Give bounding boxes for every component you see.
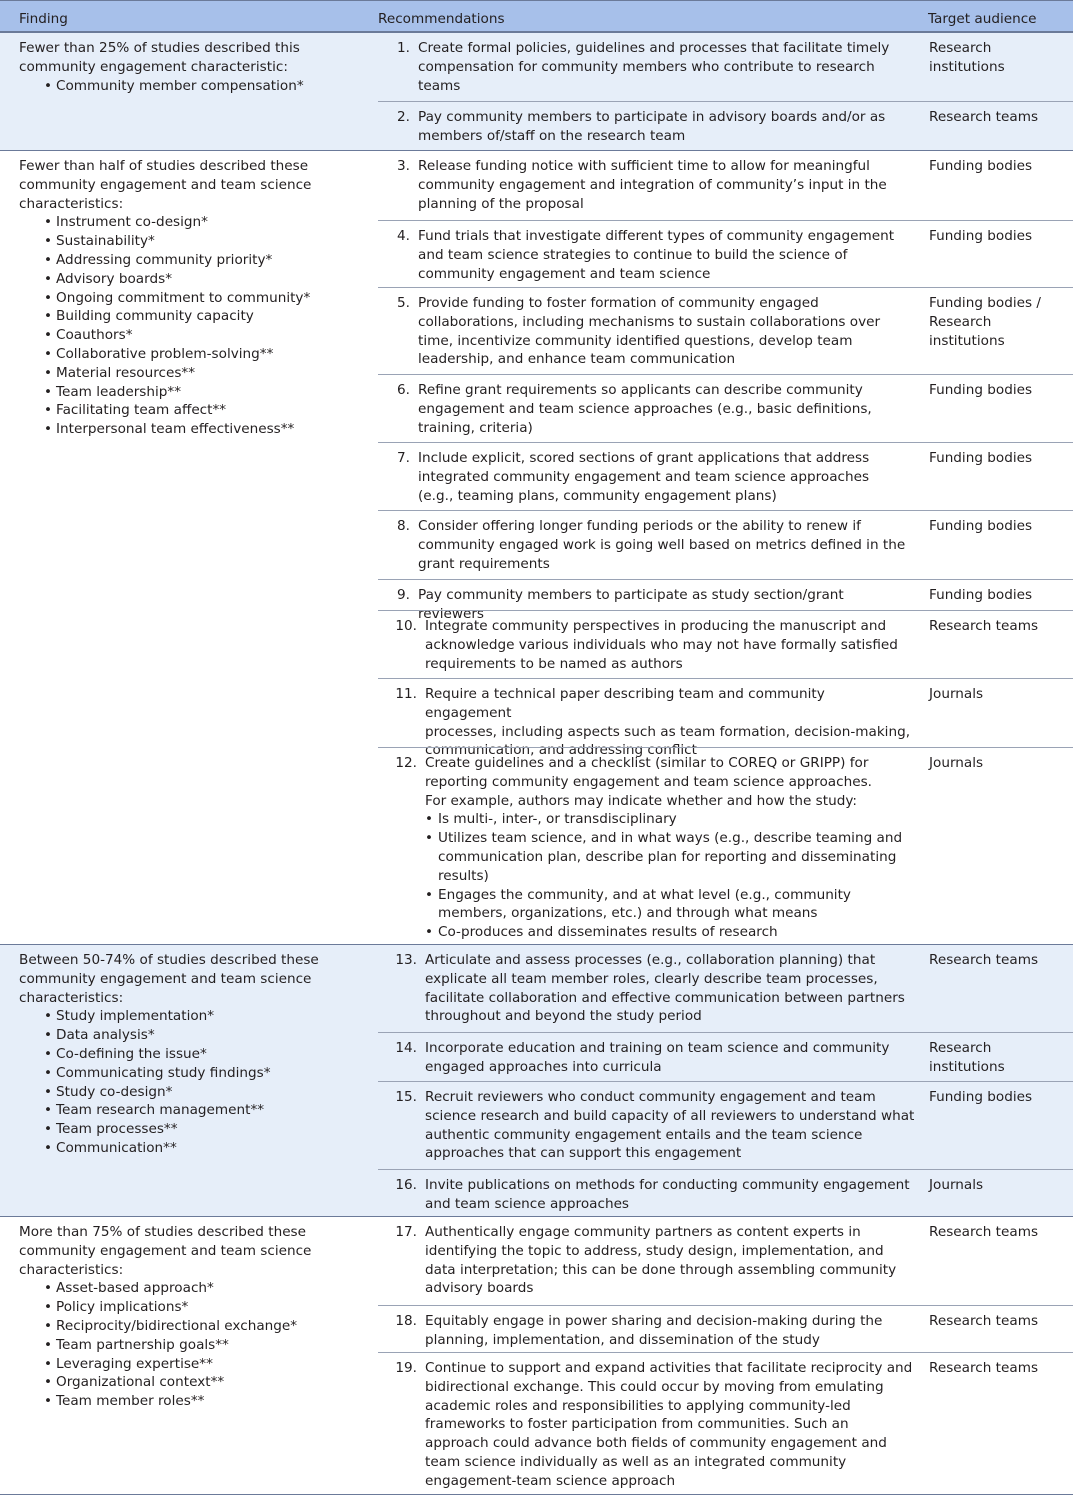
recommendation-text — [418, 517, 908, 573]
characteristic-item: • Team processes** — [19, 1120, 359, 1139]
characteristic-item: • Reciprocity/bidirectional exchange* — [19, 1317, 359, 1336]
recommendation-text — [425, 754, 915, 942]
recommendation-text — [425, 1312, 915, 1350]
target-audience: Research institutions — [929, 1040, 1005, 1075]
characteristic-item: • Ongoing commitment to community* — [19, 289, 359, 308]
recommendation-number: 6. — [397, 382, 410, 398]
finding-intro: More than 75% of studies described these community engagement and team science characteristics: — [19, 1224, 312, 1278]
recommendation-text — [418, 294, 908, 369]
recommendation-number: 1. — [397, 40, 410, 56]
recommendation-body: Authentically engage community partners as content experts in identifying the topic to address, study design, implementation, and data interpretation; this can be done through assembling community advisory boards — [425, 1224, 897, 1297]
characteristic-item: • Team leadership** — [19, 383, 359, 402]
recommendation-row — [378, 1352, 1073, 1495]
recommendation-text — [425, 1359, 915, 1491]
recommendation-body: Create formal policies, guidelines and processes that facilitate timely compensation for community members who contribute to research teams — [418, 40, 890, 94]
header-target-audience: Target audience — [928, 11, 1037, 27]
recommendation-text — [425, 617, 915, 673]
characteristic-item: • Data analysis* — [19, 1026, 359, 1045]
finding-group — [0, 150, 1073, 944]
characteristic-item: • Study implementation* — [19, 1007, 359, 1026]
recommendation-number: 15. — [395, 1089, 417, 1105]
recommendation-row — [378, 442, 1073, 510]
characteristic-item: • Communicating study findings* — [19, 1064, 359, 1083]
finding-group — [0, 32, 1073, 150]
recommendation-text — [425, 1088, 915, 1163]
characteristic-item: • Interpersonal team effectiveness** — [19, 420, 359, 439]
characteristic-item: • Policy implications* — [19, 1298, 359, 1317]
recommendation-row — [378, 610, 1073, 678]
recommendation-row — [378, 1032, 1073, 1081]
target-audience: Funding bodies — [929, 228, 1033, 244]
recommendation-number: 17. — [395, 1224, 417, 1240]
finding-intro: Fewer than half of studies described these community engagement and team science characteristics: — [19, 158, 312, 212]
recommendation-row — [378, 579, 1073, 622]
recommendation-text — [425, 1039, 915, 1077]
characteristic-item: • Instrument co-design* — [19, 213, 359, 232]
recommendation-number: 2. — [397, 109, 410, 125]
recommendation-row — [378, 510, 1073, 579]
recommendation-body: Refine grant requirements so applicants can describe community engagement and team science approaches (e.g., basic definitions, training, criteria) — [418, 382, 872, 436]
recommendation-text — [418, 39, 908, 95]
characteristic-item: • Sustainability* — [19, 232, 359, 251]
characteristic-item: • Team member roles** — [19, 1392, 359, 1411]
recommendation-number: 19. — [395, 1360, 417, 1376]
recommendation-row — [378, 33, 1073, 101]
table-bottom-rule — [0, 1494, 1073, 1495]
recommendation-text — [418, 381, 908, 437]
recommendation-body: Incorporate education and training on team science and community engaged approaches into curricula — [425, 1040, 890, 1075]
recommendation-number: 7. — [397, 450, 410, 466]
recommendation-row — [378, 151, 1073, 220]
finding-group — [0, 1216, 1073, 1494]
recommendation-text — [418, 449, 908, 505]
characteristic-list — [19, 77, 359, 96]
target-audience: Research teams — [929, 952, 1039, 968]
characteristic-item: • Material resources** — [19, 364, 359, 383]
recommendation-body: Equitably engage in power sharing and decision-making during the planning, implementation, and dissemination of the study — [425, 1313, 883, 1348]
target-audience: Funding bodies — [929, 450, 1033, 466]
recommendation-number: 9. — [397, 587, 410, 603]
target-audience: Funding bodies — [929, 1089, 1033, 1105]
finding-cell — [19, 39, 359, 95]
characteristic-item: • Organizational context** — [19, 1373, 359, 1392]
characteristic-item: • Study co-design* — [19, 1083, 359, 1102]
finding-cell — [19, 1223, 359, 1411]
finding-cell — [19, 157, 359, 439]
table-header — [0, 0, 1073, 32]
target-audience: Funding bodies — [929, 382, 1033, 398]
reporting-checklist — [425, 810, 915, 942]
recommendation-text — [425, 951, 915, 1026]
recommendation-body: Fund trials that investigate different types of community engagement and team science strategies to continue to build the science of community engagement and team science — [418, 228, 895, 282]
recommendation-row — [378, 287, 1073, 374]
characteristic-item: • Team research management** — [19, 1101, 359, 1120]
recommendation-text — [418, 157, 908, 213]
recommendation-body: Pay community members to participate in advisory boards and/or as members of/staff on the research team — [418, 109, 886, 144]
characteristic-item: • Building community capacity — [19, 307, 359, 326]
characteristic-item: • Coauthors* — [19, 326, 359, 345]
recommendation-body: Create guidelines and a checklist (similar to COREQ or GRIPP) for reporting community engagement and team science approaches. For example, authors may indicate whether and how the study: — [425, 755, 872, 809]
target-audience: Research teams — [929, 618, 1039, 634]
characteristic-list — [19, 1007, 359, 1157]
characteristic-item: • Asset-based approach* — [19, 1279, 359, 1298]
target-audience: Journals — [929, 755, 984, 771]
characteristic-list — [19, 1279, 359, 1411]
recommendation-row — [378, 1081, 1073, 1169]
header-finding: Finding — [19, 11, 68, 27]
recommendation-row — [378, 101, 1073, 151]
recommendation-number: 18. — [395, 1313, 417, 1329]
recommendation-text — [418, 227, 908, 283]
header-recommendations: Recommendations — [378, 11, 505, 27]
finding-group — [0, 944, 1073, 1216]
recommendation-number: 3. — [397, 158, 410, 174]
target-audience: Funding bodies / Research institutions — [929, 295, 1041, 349]
recommendation-body: Include explicit, scored sections of grant applications that address integrated community engagement and team science approaches (e.g., teaming plans, community engagement plans) — [418, 450, 870, 504]
recommendation-number: 14. — [395, 1040, 417, 1056]
characteristic-item: • Co-defining the issue* — [19, 1045, 359, 1064]
characteristic-list — [19, 213, 359, 439]
recommendation-row — [378, 747, 1073, 945]
characteristic-item: • Addressing community priority* — [19, 251, 359, 270]
recommendation-body: Require a technical paper describing team and community engagement processes, including aspects such as team formation, decision-making, communication, and addressing conflict — [425, 686, 911, 759]
recommendation-body: Continue to support and expand activities that facilitate reciprocity and bidirectional exchange. This could occur by moving from emulating academic roles and responsibilities to applying community-led frameworks to foster participation from communities. Such an approach could advance both fields of community engagement and team science individually as well as an integrated community engagement-team science approach — [425, 1360, 913, 1489]
recommendation-row — [378, 678, 1073, 759]
finding-cell — [19, 951, 359, 1158]
recommendation-text — [425, 1223, 915, 1298]
target-audience: Research teams — [929, 1313, 1039, 1329]
recommendation-number: 5. — [397, 295, 410, 311]
recommendation-body: Pay community members to participate as study section/grant reviewers — [418, 587, 844, 622]
recommendation-number: 11. — [395, 686, 417, 702]
target-audience: Funding bodies — [929, 518, 1033, 534]
recommendation-row — [378, 374, 1073, 442]
recommendation-number: 16. — [395, 1177, 417, 1193]
recommendation-body: Articulate and assess processes (e.g., collaboration planning) that explicate all team member roles, clearly describe team processes, facilitate collaboration and effective communication between partners throughout and beyond the study period — [425, 952, 905, 1025]
characteristic-item: • Collaborative problem-solving** — [19, 345, 359, 364]
checklist-item: • Is multi-, inter-, or transdisciplinary — [425, 810, 915, 829]
recommendation-row — [378, 1217, 1073, 1305]
recommendation-number: 4. — [397, 228, 410, 244]
recommendation-row — [378, 1305, 1073, 1352]
target-audience: Research teams — [929, 109, 1039, 125]
checklist-item: • Engages the community, and at what level (e.g., community members, organizations, etc.) and through what means — [425, 886, 915, 924]
finding-intro: Between 50-74% of studies described these community engagement and team science characteristics: — [19, 952, 319, 1006]
characteristic-item: • Community member compensation* — [19, 77, 359, 96]
recommendation-text — [418, 108, 908, 146]
recommendation-body: Release funding notice with sufficient time to allow for meaningful community engagement and integration of community’s input in the planning of the proposal — [418, 158, 887, 212]
target-audience: Research teams — [929, 1360, 1039, 1376]
recommendation-number: 13. — [395, 952, 417, 968]
recommendation-text — [425, 1176, 915, 1214]
target-audience: Research institutions — [929, 40, 1005, 75]
recommendation-row — [378, 945, 1073, 1032]
recommendation-body: Recruit reviewers who conduct community engagement and team science research and build capacity of all reviewers to understand what authentic community engagement entails and the team science approaches that can support this engagement — [425, 1089, 915, 1162]
checklist-item: • Co-produces and disseminates results of research — [425, 923, 915, 942]
checklist-item: • Utilizes team science, and in what ways (e.g., describe teaming and communication plan, describe plan for reporting and disseminating results) ￼ — [425, 829, 915, 885]
recommendation-row — [378, 1169, 1073, 1217]
recommendation-row — [378, 220, 1073, 287]
target-audience: Journals — [929, 686, 984, 702]
recommendation-body: Provide funding to foster formation of community engaged collaborations, including mechanisms to sustain collaborations over time, incentivize community identified questions, develop team leadership, and enhance team communication — [418, 295, 881, 368]
target-audience: Funding bodies — [929, 158, 1033, 174]
characteristic-item: • Advisory boards* — [19, 270, 359, 289]
finding-intro: Fewer than 25% of studies described this community engagement characteristic: — [19, 40, 300, 75]
recommendation-number: 10. — [395, 618, 417, 634]
recommendation-body: Consider offering longer funding periods or the ability to renew if community engaged work is going well based on metrics defined in the grant requirements — [418, 518, 906, 572]
characteristic-item: • Leveraging expertise** — [19, 1355, 359, 1374]
recommendation-body: Integrate community perspectives in producing the manuscript and acknowledge various individuals who may not have formally satisfied requirements to be named as authors — [425, 618, 898, 672]
recommendation-number: 12. — [395, 755, 417, 771]
target-audience: Research teams — [929, 1224, 1039, 1240]
target-audience: Journals — [929, 1177, 984, 1193]
recommendation-body: Invite publications on methods for conducting community engagement and team science approaches — [425, 1177, 910, 1212]
characteristic-item: • Facilitating team affect** — [19, 401, 359, 420]
characteristic-item: • Team partnership goals** — [19, 1336, 359, 1355]
characteristic-item: • Communication** — [19, 1139, 359, 1158]
recommendation-number: 8. — [397, 518, 410, 534]
target-audience: Funding bodies — [929, 587, 1033, 603]
